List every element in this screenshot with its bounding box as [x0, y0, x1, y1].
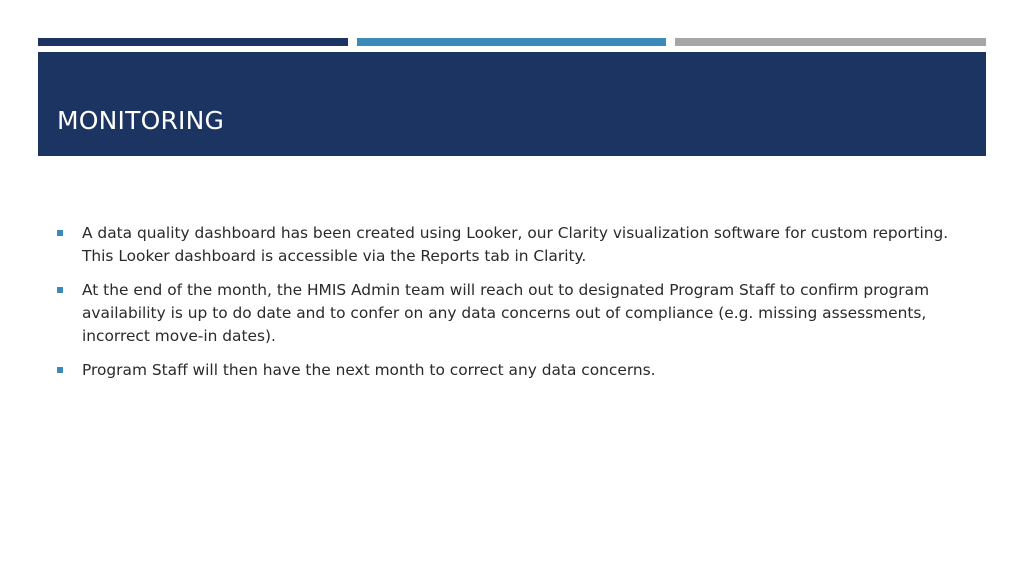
square-bullet-icon	[57, 367, 63, 373]
accent-bar-gray	[675, 38, 986, 46]
accent-bar-dark-blue	[38, 38, 348, 46]
bullet-item	[57, 359, 957, 382]
square-bullet-icon	[57, 230, 63, 236]
bullet-text: At the end of the month, the HMIS Admin team will reach out to designated Program Staff to confirm program availability is up to do date and to confer on any data concerns out of compliance (e.g. missing assessments, incorrect move-in dates).	[82, 281, 930, 345]
bullet-list	[57, 222, 957, 393]
bullet-item	[57, 279, 957, 348]
slide-title: MONITORING	[57, 106, 225, 135]
square-bullet-icon	[57, 287, 63, 293]
bullet-text: A data quality dashboard has been created using Looker, our Clarity visualization software for custom reporting. This Looker dashboard is accessible via the Reports tab in Clarity.	[82, 224, 949, 265]
accent-bar-light-blue	[357, 38, 666, 46]
bullet-item	[57, 222, 957, 268]
title-banner	[38, 52, 986, 156]
bullet-text: Program Staff will then have the next month to correct any data concerns.	[82, 361, 656, 379]
